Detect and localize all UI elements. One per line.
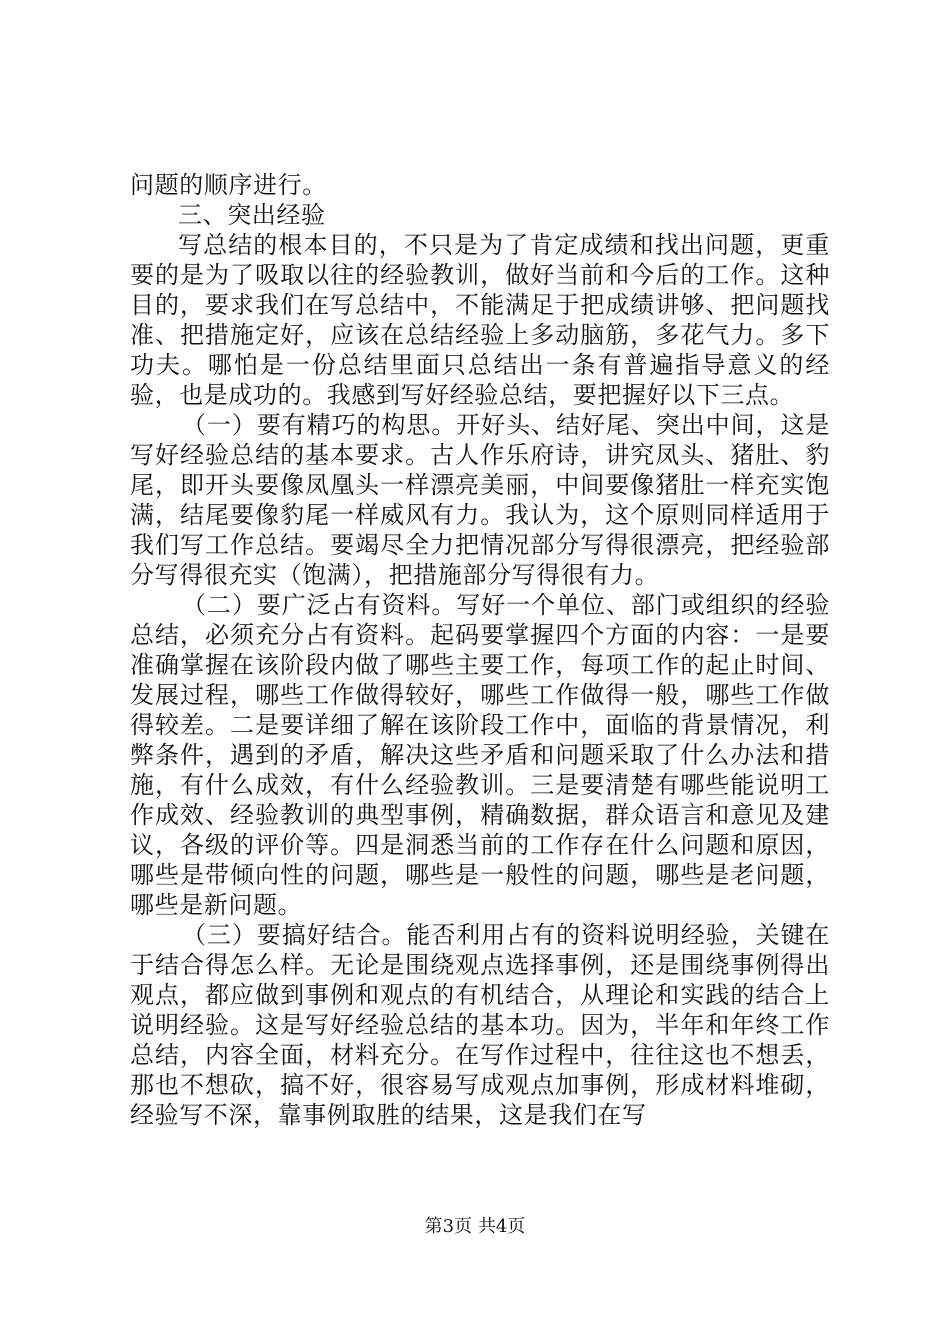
paragraph-point-2: （二）要广泛占有资料。写好一个单位、部门或组织的经验总结，必须充分占有资料。起码要掌握四个方面的内容：一是要准确掌握在该阶段内做了哪些主要工作，每项工作的起止时间、发展过程，哪些工作做得较好，哪些工作做得一般，哪些工作做得较差。二是要详细了解在该阶段工作中，面临的背景情况，利弊条件，遇到的矛盾，解决这些矛盾和问题采取了什么办法和措施，有什么成效，有什么经验教训。三是要清楚有哪些能说明工作成效、经验教训的典型事例，精确数据，群众语言和意见及建议，各级的评价等。四是洞悉当前的工作存在什么问题和原因，哪些是带倾向性的问题，哪些是一般性的问题，哪些是老问题，哪些是新问题。: [130, 591, 830, 919]
document-body: [130, 170, 830, 1130]
paragraph-point-1: （一）要有精巧的构思。开好头、结好尾、突出中间，这是写好经验总结的基本要求。古人作乐府诗，讲究凤头、猪肚、豹尾，即开头要像凤凰头一样漂亮美丽，中间要像猪肚一样充实饱满，结尾要像豹尾一样威风有力。我认为，这个原则同样适用于我们写工作总结。要竭尽全力把情况部分写得很漂亮，把经验部分写得很充实（饱满），把措施部分写得很有力。: [130, 411, 830, 589]
section-heading: 三、突出经验: [178, 201, 326, 229]
paragraph-continuation: 问题的顺序进行。: [130, 171, 327, 199]
paragraph-point-3: （三）要搞好结合。能否利用占有的资料说明经验，关键在于结合得怎么样。无论是围绕观点选择事例，还是围绕事例得出观点，都应做到事例和观点的有机结合，从理论和实践的结合上说明经验。这是写好经验总结的基本功。因为，半年和年终工作总结，内容全面，材料充分。在写作过程中，往往这也不想丢，那也不想砍，搞不好，很容易写成观点加事例，形成材料堆砌，经验写不深，靠事例取胜的结果，这是我们在写: [130, 921, 830, 1129]
paragraph-intro: 写总结的根本目的，不只是为了肯定成绩和找出问题，更重要的是为了吸取以往的经验教训，做好当前和今后的工作。这种目的，要求我们在写总结中，不能满足于把成绩讲够、把问题找准、把措施定好，应该在总结经验上多动脑筋，多花气力。多下功夫。哪怕是一份总结里面只总结出一条有普遍指导意义的经验，也是成功的。我感到写好经验总结，要把握好以下三点。: [130, 231, 830, 409]
page-number-footer: 第3页 共4页: [424, 1216, 526, 1237]
